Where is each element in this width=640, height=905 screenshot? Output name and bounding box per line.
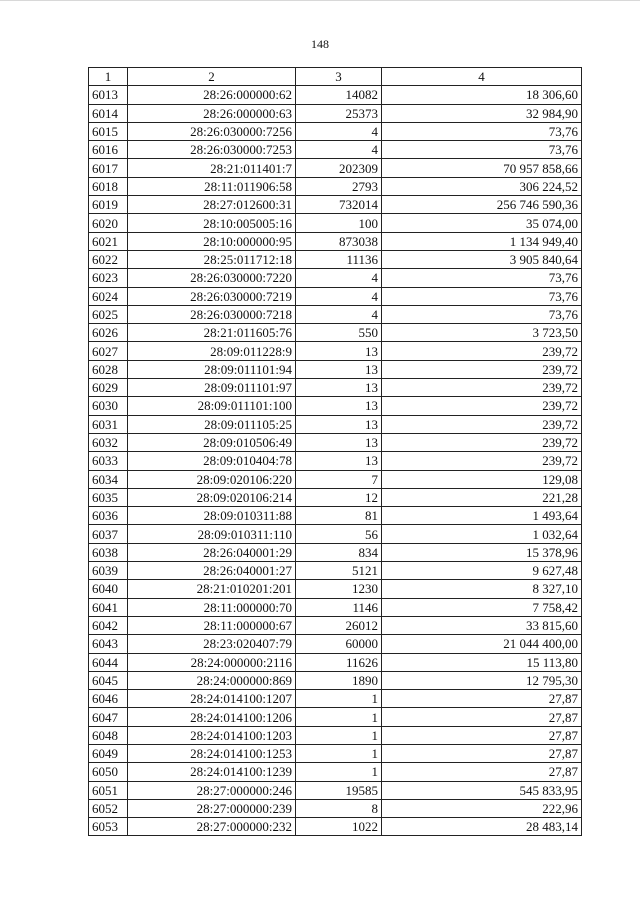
- row-number-cell: 6019: [89, 196, 128, 214]
- row-number-cell: 6032: [89, 433, 128, 451]
- area-cell: 56: [296, 525, 382, 543]
- table-row: [89, 379, 582, 397]
- data-table: [88, 67, 582, 836]
- value-cell: 3 905 840,64: [382, 250, 582, 268]
- top-rule: [0, 0, 640, 1]
- table-row: [89, 744, 582, 762]
- area-cell: 13: [296, 415, 382, 433]
- row-number-cell: 6027: [89, 342, 128, 360]
- cadastral-number-cell: 28:09:011228:9: [128, 342, 296, 360]
- area-cell: 11626: [296, 653, 382, 671]
- table-row: [89, 159, 582, 177]
- table-row: [89, 86, 582, 104]
- table-row: [89, 250, 582, 268]
- area-cell: 7: [296, 470, 382, 488]
- row-number-cell: 6028: [89, 360, 128, 378]
- value-cell: 27,87: [382, 744, 582, 762]
- value-cell: 9 627,48: [382, 562, 582, 580]
- cadastral-number-cell: 28:26:030000:7256: [128, 122, 296, 140]
- cadastral-number-cell: 28:27:012600:31: [128, 196, 296, 214]
- value-cell: 27,87: [382, 690, 582, 708]
- row-number-cell: 6035: [89, 488, 128, 506]
- table-row: [89, 415, 582, 433]
- row-number-cell: 6030: [89, 397, 128, 415]
- value-cell: 70 957 858,66: [382, 159, 582, 177]
- table-row: [89, 671, 582, 689]
- table-row: [89, 818, 582, 836]
- table-row: [89, 324, 582, 342]
- value-cell: 221,28: [382, 488, 582, 506]
- value-cell: 239,72: [382, 452, 582, 470]
- area-cell: 5121: [296, 562, 382, 580]
- area-cell: 12: [296, 488, 382, 506]
- area-cell: 1: [296, 726, 382, 744]
- table-row: [89, 653, 582, 671]
- row-number-cell: 6051: [89, 781, 128, 799]
- area-cell: 1: [296, 763, 382, 781]
- area-cell: 81: [296, 507, 382, 525]
- value-cell: 73,76: [382, 305, 582, 323]
- table-row: [89, 470, 582, 488]
- table-row: [89, 196, 582, 214]
- row-number-cell: 6024: [89, 287, 128, 305]
- table-row: [89, 433, 582, 451]
- cadastral-number-cell: 28:11:011906:58: [128, 177, 296, 195]
- table-row: [89, 562, 582, 580]
- table-row: [89, 141, 582, 159]
- area-cell: 13: [296, 452, 382, 470]
- area-cell: 1890: [296, 671, 382, 689]
- cadastral-number-cell: 28:11:000000:67: [128, 616, 296, 634]
- row-number-cell: 6023: [89, 269, 128, 287]
- value-cell: 12 795,30: [382, 671, 582, 689]
- value-cell: 32 984,90: [382, 104, 582, 122]
- cadastral-number-cell: 28:21:010201:201: [128, 580, 296, 598]
- row-number-cell: 6049: [89, 744, 128, 762]
- area-cell: 14082: [296, 86, 382, 104]
- value-cell: 73,76: [382, 269, 582, 287]
- area-cell: 732014: [296, 196, 382, 214]
- cadastral-number-cell: 28:09:011105:25: [128, 415, 296, 433]
- cadastral-number-cell: 28:26:000000:63: [128, 104, 296, 122]
- table-row: [89, 507, 582, 525]
- row-number-cell: 6021: [89, 232, 128, 250]
- area-cell: 1022: [296, 818, 382, 836]
- row-number-cell: 6045: [89, 671, 128, 689]
- row-number-cell: 6044: [89, 653, 128, 671]
- value-cell: 239,72: [382, 342, 582, 360]
- area-cell: 13: [296, 360, 382, 378]
- area-cell: 202309: [296, 159, 382, 177]
- value-cell: 8 327,10: [382, 580, 582, 598]
- row-number-cell: 6013: [89, 86, 128, 104]
- area-cell: 25373: [296, 104, 382, 122]
- row-number-cell: 6017: [89, 159, 128, 177]
- value-cell: 27,87: [382, 763, 582, 781]
- value-cell: 306 224,52: [382, 177, 582, 195]
- row-number-cell: 6041: [89, 598, 128, 616]
- table-row: [89, 799, 582, 817]
- area-cell: 60000: [296, 635, 382, 653]
- value-cell: 73,76: [382, 122, 582, 140]
- area-cell: 8: [296, 799, 382, 817]
- table-row: [89, 690, 582, 708]
- row-number-cell: 6031: [89, 415, 128, 433]
- row-number-cell: 6026: [89, 324, 128, 342]
- area-cell: 873038: [296, 232, 382, 250]
- column-header-2: 2: [128, 68, 296, 86]
- cadastral-number-cell: 28:23:020407:79: [128, 635, 296, 653]
- row-number-cell: 6038: [89, 543, 128, 561]
- cadastral-number-cell: 28:26:040001:29: [128, 543, 296, 561]
- area-cell: 26012: [296, 616, 382, 634]
- table-row: [89, 616, 582, 634]
- table-row: [89, 214, 582, 232]
- row-number-cell: 6048: [89, 726, 128, 744]
- cadastral-number-cell: 28:27:000000:239: [128, 799, 296, 817]
- area-cell: 4: [296, 305, 382, 323]
- value-cell: 1 032,64: [382, 525, 582, 543]
- row-number-cell: 6018: [89, 177, 128, 195]
- area-cell: 100: [296, 214, 382, 232]
- value-cell: 73,76: [382, 287, 582, 305]
- table-row: [89, 543, 582, 561]
- value-cell: 1 134 949,40: [382, 232, 582, 250]
- area-cell: 550: [296, 324, 382, 342]
- cadastral-number-cell: 28:26:030000:7220: [128, 269, 296, 287]
- row-number-cell: 6015: [89, 122, 128, 140]
- cadastral-number-cell: 28:24:014100:1207: [128, 690, 296, 708]
- table-row: [89, 488, 582, 506]
- area-cell: 834: [296, 543, 382, 561]
- table-row: [89, 598, 582, 616]
- row-number-cell: 6034: [89, 470, 128, 488]
- value-cell: 239,72: [382, 433, 582, 451]
- row-number-cell: 6029: [89, 379, 128, 397]
- area-cell: 4: [296, 122, 382, 140]
- table-row: [89, 781, 582, 799]
- table-row: [89, 104, 582, 122]
- cadastral-number-cell: 28:26:030000:7253: [128, 141, 296, 159]
- row-number-cell: 6016: [89, 141, 128, 159]
- cadastral-number-cell: 28:09:010506:49: [128, 433, 296, 451]
- cadastral-number-cell: 28:25:011712:18: [128, 250, 296, 268]
- value-cell: 545 833,95: [382, 781, 582, 799]
- cadastral-number-cell: 28:09:010311:110: [128, 525, 296, 543]
- value-cell: 256 746 590,36: [382, 196, 582, 214]
- area-cell: 1146: [296, 598, 382, 616]
- value-cell: 15 378,96: [382, 543, 582, 561]
- cadastral-number-cell: 28:26:030000:7219: [128, 287, 296, 305]
- cadastral-number-cell: 28:09:011101:100: [128, 397, 296, 415]
- row-number-cell: 6020: [89, 214, 128, 232]
- value-cell: 129,08: [382, 470, 582, 488]
- cadastral-number-cell: 28:24:000000:2116: [128, 653, 296, 671]
- area-cell: 13: [296, 397, 382, 415]
- cadastral-number-cell: 28:27:000000:246: [128, 781, 296, 799]
- cadastral-number-cell: 28:09:010404:78: [128, 452, 296, 470]
- table-row: [89, 342, 582, 360]
- cadastral-number-cell: 28:09:010311:88: [128, 507, 296, 525]
- row-number-cell: 6046: [89, 690, 128, 708]
- value-cell: 222,96: [382, 799, 582, 817]
- table-row: [89, 397, 582, 415]
- cadastral-number-cell: 28:26:030000:7218: [128, 305, 296, 323]
- value-cell: 73,76: [382, 141, 582, 159]
- table-row: [89, 287, 582, 305]
- cadastral-number-cell: 28:09:011101:97: [128, 379, 296, 397]
- value-cell: 1 493,64: [382, 507, 582, 525]
- row-number-cell: 6025: [89, 305, 128, 323]
- cadastral-number-cell: 28:26:040001:27: [128, 562, 296, 580]
- cadastral-number-cell: 28:21:011605:76: [128, 324, 296, 342]
- value-cell: 21 044 400,00: [382, 635, 582, 653]
- area-cell: 4: [296, 287, 382, 305]
- area-cell: 19585: [296, 781, 382, 799]
- row-number-cell: 6042: [89, 616, 128, 634]
- area-cell: 4: [296, 269, 382, 287]
- value-cell: 33 815,60: [382, 616, 582, 634]
- cadastral-number-cell: 28:24:000000:869: [128, 671, 296, 689]
- table-body: [89, 86, 582, 836]
- cadastral-number-cell: 28:21:011401:7: [128, 159, 296, 177]
- row-number-cell: 6014: [89, 104, 128, 122]
- column-header-1: 1: [89, 68, 128, 86]
- cadastral-number-cell: 28:09:020106:220: [128, 470, 296, 488]
- area-cell: 13: [296, 379, 382, 397]
- cadastral-number-cell: 28:24:014100:1203: [128, 726, 296, 744]
- table-row: [89, 232, 582, 250]
- cadastral-number-cell: 28:09:011101:94: [128, 360, 296, 378]
- table-row: [89, 726, 582, 744]
- value-cell: 27,87: [382, 708, 582, 726]
- row-number-cell: 6043: [89, 635, 128, 653]
- table-row: [89, 269, 582, 287]
- table-row: [89, 763, 582, 781]
- cadastral-number-cell: 28:24:014100:1239: [128, 763, 296, 781]
- table-row: [89, 177, 582, 195]
- value-cell: 18 306,60: [382, 86, 582, 104]
- value-cell: 239,72: [382, 379, 582, 397]
- area-cell: 4: [296, 141, 382, 159]
- row-number-cell: 6033: [89, 452, 128, 470]
- area-cell: 1: [296, 690, 382, 708]
- area-cell: 1230: [296, 580, 382, 598]
- row-number-cell: 6022: [89, 250, 128, 268]
- table-row: [89, 635, 582, 653]
- cadastral-number-cell: 28:26:000000:62: [128, 86, 296, 104]
- cadastral-number-cell: 28:24:014100:1253: [128, 744, 296, 762]
- area-cell: 1: [296, 744, 382, 762]
- row-number-cell: 6053: [89, 818, 128, 836]
- value-cell: 35 074,00: [382, 214, 582, 232]
- area-cell: 11136: [296, 250, 382, 268]
- value-cell: 239,72: [382, 360, 582, 378]
- column-header-3: 3: [296, 68, 382, 86]
- value-cell: 239,72: [382, 415, 582, 433]
- table-row: [89, 360, 582, 378]
- value-cell: 28 483,14: [382, 818, 582, 836]
- table-header: [89, 68, 582, 86]
- area-cell: 13: [296, 433, 382, 451]
- area-cell: 2793: [296, 177, 382, 195]
- cadastral-number-cell: 28:09:020106:214: [128, 488, 296, 506]
- cadastral-number-cell: 28:24:014100:1206: [128, 708, 296, 726]
- table-row: [89, 525, 582, 543]
- cadastral-number-cell: 28:10:005005:16: [128, 214, 296, 232]
- cadastral-number-cell: 28:11:000000:70: [128, 598, 296, 616]
- header-row: [89, 68, 582, 86]
- area-cell: 1: [296, 708, 382, 726]
- area-cell: 13: [296, 342, 382, 360]
- row-number-cell: 6036: [89, 507, 128, 525]
- column-header-4: 4: [382, 68, 582, 86]
- cadastral-number-cell: 28:27:000000:232: [128, 818, 296, 836]
- row-number-cell: 6040: [89, 580, 128, 598]
- table-row: [89, 452, 582, 470]
- table-row: [89, 708, 582, 726]
- value-cell: 15 113,80: [382, 653, 582, 671]
- value-cell: 239,72: [382, 397, 582, 415]
- value-cell: 27,87: [382, 726, 582, 744]
- row-number-cell: 6047: [89, 708, 128, 726]
- row-number-cell: 6052: [89, 799, 128, 817]
- row-number-cell: 6037: [89, 525, 128, 543]
- page-number: 148: [311, 37, 329, 51]
- value-cell: 7 758,42: [382, 598, 582, 616]
- row-number-cell: 6050: [89, 763, 128, 781]
- table-row: [89, 580, 582, 598]
- table-row: [89, 122, 582, 140]
- cadastral-number-cell: 28:10:000000:95: [128, 232, 296, 250]
- row-number-cell: 6039: [89, 562, 128, 580]
- value-cell: 3 723,50: [382, 324, 582, 342]
- table-row: [89, 305, 582, 323]
